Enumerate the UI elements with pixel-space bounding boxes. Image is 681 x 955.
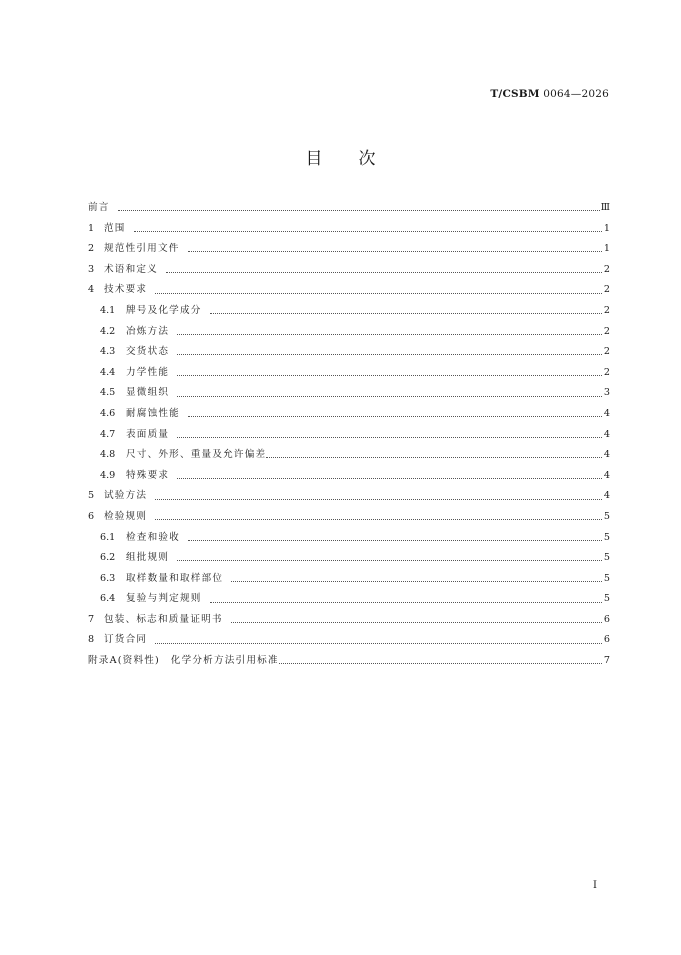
toc-entry-number: 5 <box>88 490 95 502</box>
toc-entry-page: 1 <box>603 222 610 234</box>
dot-leader <box>177 559 602 561</box>
toc-entry-page: 2 <box>603 304 610 316</box>
table-of-contents <box>88 198 610 672</box>
toc-entry-label: 附录A(资料性) 化学分析方法引用标准 <box>88 655 279 667</box>
toc-entry-page: 2 <box>603 325 610 337</box>
toc-entry-page: 4 <box>603 449 610 461</box>
toc-entry-number: 4.7 <box>100 428 116 440</box>
toc-entry-page: 5 <box>603 510 610 522</box>
dot-leader <box>166 271 602 273</box>
toc-entry[interactable] <box>88 651 610 672</box>
toc-entry-number: 6.1 <box>100 531 116 543</box>
toc-entry-label: 表面质量 <box>126 428 170 440</box>
toc-entry-label: 耐腐蚀性能 <box>126 407 180 419</box>
toc-entry-page: 5 <box>603 572 610 584</box>
toc-entry[interactable] <box>88 383 610 404</box>
toc-entry-number: 2 <box>88 243 95 255</box>
toc-entry-page: 2 <box>603 366 610 378</box>
toc-entry-number: 4.5 <box>100 387 116 399</box>
toc-entry-label: 术语和定义 <box>104 263 158 275</box>
dot-leader <box>266 456 602 458</box>
dot-leader <box>231 580 602 582</box>
toc-entry[interactable] <box>88 198 610 219</box>
dot-leader <box>177 436 602 438</box>
toc-entry-number: 4.6 <box>100 407 116 419</box>
toc-entry-page: 2 <box>603 346 610 358</box>
toc-entry-page: 4 <box>603 490 610 502</box>
toc-entry-label: 特殊要求 <box>126 469 170 481</box>
page-title: 目次 <box>305 149 412 169</box>
dot-leader <box>155 292 602 294</box>
toc-entry[interactable] <box>88 486 610 507</box>
dot-leader <box>231 621 602 623</box>
dot-leader <box>210 601 602 603</box>
dot-leader <box>177 395 602 397</box>
toc-entry[interactable] <box>88 260 610 281</box>
dot-leader <box>155 518 602 520</box>
toc-entry-label: 冶炼方法 <box>126 325 170 337</box>
toc-entry[interactable] <box>88 301 610 322</box>
toc-entry[interactable] <box>88 239 610 260</box>
toc-entry-page: 4 <box>603 407 610 419</box>
standard-number: 0064—2026 <box>543 88 609 100</box>
toc-entry-page: 6 <box>603 634 610 646</box>
toc-entry[interactable] <box>88 528 610 549</box>
toc-entry-number: 4.3 <box>100 346 116 358</box>
toc-entry[interactable] <box>88 589 610 610</box>
toc-entry[interactable] <box>88 322 610 343</box>
toc-entry[interactable] <box>88 404 610 425</box>
toc-entry-number: 4.2 <box>100 325 116 337</box>
toc-entry-number: 4 <box>88 284 95 296</box>
dot-leader <box>210 312 602 314</box>
toc-entry[interactable] <box>88 363 610 384</box>
toc-entry[interactable] <box>88 280 610 301</box>
toc-entry-number: 7 <box>88 613 95 625</box>
dot-leader <box>279 662 602 664</box>
toc-entry-label: 包装、标志和质量证明书 <box>104 613 223 625</box>
toc-entry-page: 5 <box>603 531 610 543</box>
dot-leader <box>177 353 602 355</box>
toc-entry[interactable] <box>88 425 610 446</box>
toc-entry-label: 尺寸、外形、重量及允许偏差 <box>126 449 267 461</box>
dot-leader <box>188 539 602 541</box>
standard-code <box>490 88 609 100</box>
toc-entry-label: 力学性能 <box>126 366 170 378</box>
toc-entry-number: 3 <box>88 263 95 275</box>
toc-entry-label: 牌号及化学成分 <box>126 304 202 316</box>
toc-entry-label: 检查和验收 <box>126 531 180 543</box>
dot-leader <box>155 642 602 644</box>
toc-entry-label: 订货合同 <box>104 634 148 646</box>
standard-prefix: T/CSBM <box>490 88 540 100</box>
footer-page-number: Ⅰ <box>593 880 597 891</box>
toc-entry-page: 5 <box>603 552 610 564</box>
toc-entry-page: 7 <box>603 655 610 667</box>
toc-entry-page: 2 <box>603 263 610 275</box>
toc-entry[interactable] <box>88 342 610 363</box>
toc-entry-page: 4 <box>603 469 610 481</box>
toc-entry[interactable] <box>88 569 610 590</box>
toc-entry-number: 4.8 <box>100 449 116 461</box>
toc-entry-label: 前言 <box>88 202 110 213</box>
toc-entry-label: 交货状态 <box>126 346 170 358</box>
toc-entry-label: 取样数量和取样部位 <box>126 572 224 584</box>
toc-entry-number: 4.9 <box>100 469 116 481</box>
toc-entry-number: 4.1 <box>100 304 116 316</box>
toc-entry-page: 4 <box>603 428 610 440</box>
toc-entry[interactable] <box>88 548 610 569</box>
toc-entry-page: 5 <box>603 593 610 605</box>
dot-leader <box>177 374 602 376</box>
toc-entry-number: 8 <box>88 634 95 646</box>
toc-entry[interactable] <box>88 219 610 240</box>
toc-entry-page: 3 <box>603 387 610 399</box>
toc-entry-label: 范围 <box>104 222 126 234</box>
toc-entry-number: 6 <box>88 510 95 522</box>
dot-leader <box>188 415 602 417</box>
toc-entry-page: 2 <box>603 284 610 296</box>
toc-entry-label: 试验方法 <box>104 490 148 502</box>
toc-entry[interactable] <box>88 610 610 631</box>
toc-entry[interactable] <box>88 630 610 651</box>
toc-entry-number: 6.2 <box>100 552 116 564</box>
dot-leader <box>134 230 602 232</box>
toc-entry-label: 复验与判定规则 <box>126 593 202 605</box>
toc-entry-number: 6.4 <box>100 593 116 605</box>
toc-entry-number: 4.4 <box>100 366 116 378</box>
dot-leader <box>177 333 602 335</box>
toc-entry-label: 规范性引用文件 <box>104 243 180 255</box>
toc-entry-page: Ⅲ <box>600 202 610 213</box>
toc-entry[interactable] <box>88 466 610 487</box>
toc-entry-page: 1 <box>603 243 610 255</box>
toc-entry-label: 显微组织 <box>126 387 170 399</box>
toc-entry-label: 检验规则 <box>104 510 148 522</box>
toc-entry-page: 6 <box>603 613 610 625</box>
toc-entry-label: 组批规则 <box>126 552 170 564</box>
dot-leader <box>188 250 602 252</box>
toc-entry[interactable] <box>88 445 610 466</box>
toc-entry-number: 6.3 <box>100 572 116 584</box>
toc-entry[interactable] <box>88 507 610 528</box>
dot-leader <box>177 477 602 479</box>
toc-entry-number: 1 <box>88 222 95 234</box>
toc-entry-label: 技术要求 <box>104 284 148 296</box>
dot-leader <box>118 209 600 211</box>
dot-leader <box>155 498 602 500</box>
